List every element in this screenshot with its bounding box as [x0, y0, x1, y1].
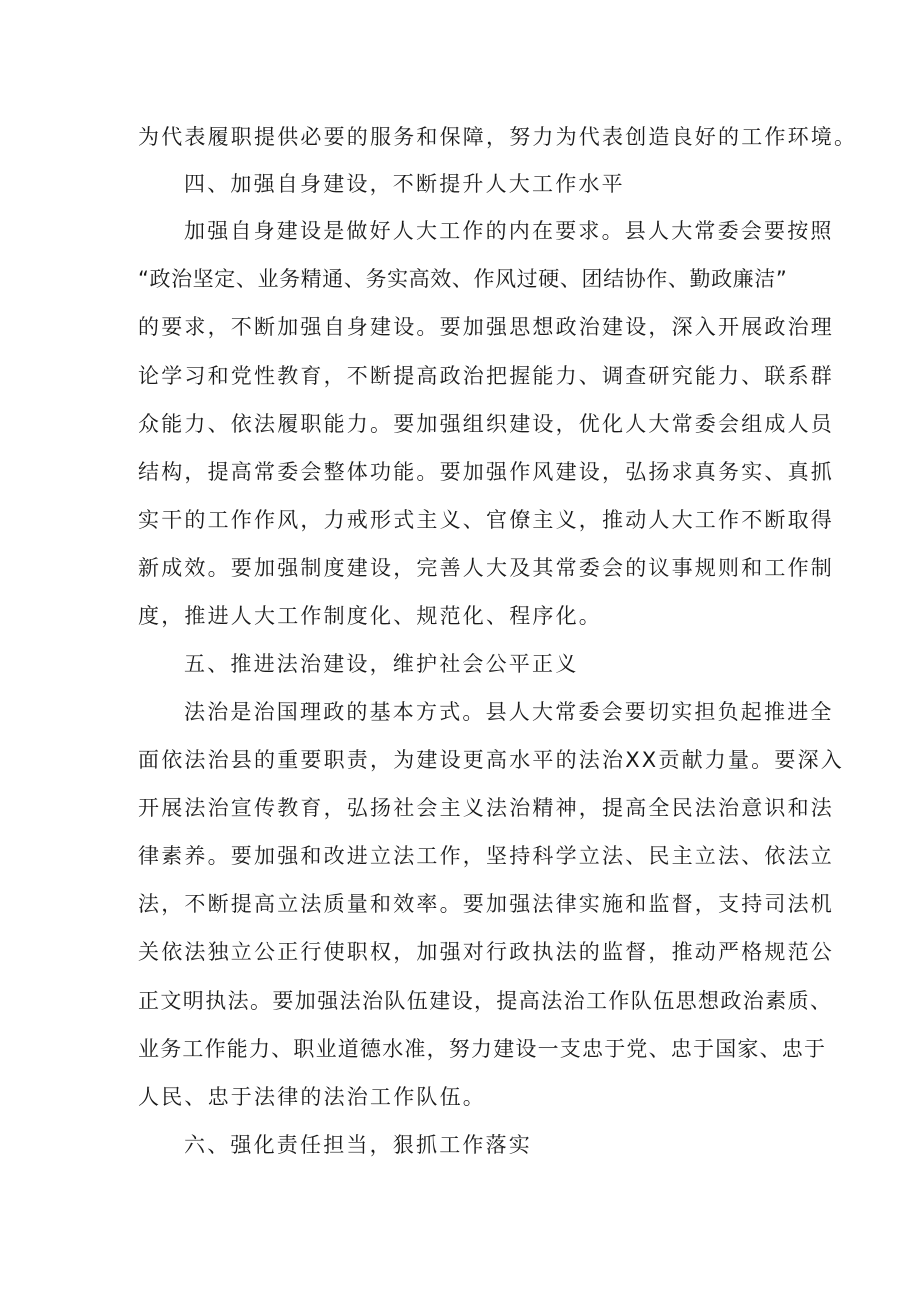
paragraph-line: 正文明执法。要加强法治队伍建设，提高法治工作队伍思想政治素质、 — [138, 989, 833, 1013]
paragraph-line: 度，推进人大工作制度化、规范化、程序化。 — [138, 604, 602, 628]
paragraph-line: 开展法治宣传教育，弘扬社会主义法治精神，提高全民法治意识和法 — [138, 796, 834, 820]
paragraph-line: 新成效。要加强制度建设，完善人大及其常委会的议事规则和工作制 — [138, 556, 834, 580]
paragraph-line: 面依法治县的重要职责，为建设更高水平的法治XX贡献力量。要深入 — [138, 748, 844, 772]
paragraph-line: 加强自身建设是做好人大工作的内在要求。县人大常委会要按照 — [184, 219, 834, 243]
paragraph-line: 人民、忠于法律的法治工作队伍。 — [138, 1085, 486, 1109]
section-heading: 六、强化责任担当，狠抓工作落实 — [184, 1133, 532, 1157]
paragraph-line: 关依法独立公正行使职权，加强对行政执法的监督，推动严格规范公 — [138, 940, 834, 964]
section-heading: 四、加强自身建设，不断提升人大工作水平 — [184, 172, 625, 196]
paragraph-line: 法治是治国理政的基本方式。县人大常委会要切实担负起推进全 — [184, 700, 834, 724]
paragraph-line: “政治坚定、业务精通、务实高效、作风过硬、团结协作、勤政廉洁” — [138, 267, 788, 291]
paragraph-line: 为代表履职提供必要的服务和保障，努力为代表创造良好的工作环境。 — [138, 125, 858, 149]
paragraph-line: 结构，提高常委会整体功能。要加强作风建设，弘扬求真务实、真抓 — [138, 460, 834, 484]
paragraph-line: 论学习和党性教育，不断提高政治把握能力、调查研究能力、联系群 — [138, 364, 834, 388]
section-heading: 五、推进法治建设，维护社会公平正义 — [184, 652, 579, 676]
paragraph-line: 的要求，不断加强自身建设。要加强思想政治建设，深入开展政治理 — [138, 315, 834, 339]
paragraph-line: 众能力、依法履职能力。要加强组织建设，优化人大常委会组成人员 — [138, 412, 834, 436]
paragraph-line: 业务工作能力、职业道德水准，努力建设一支忠于党、忠于国家、忠于 — [138, 1037, 827, 1061]
paragraph-line: 律素养。要加强和改进立法工作，坚持科学立法、民主立法、依法立 — [138, 844, 834, 868]
paragraph-line: 实干的工作作风，力戒形式主义、官僚主义，推动人大工作不断取得 — [138, 508, 834, 532]
paragraph-line: 法，不断提高立法质量和效率。要加强法律实施和监督，支持司法机 — [138, 892, 834, 916]
